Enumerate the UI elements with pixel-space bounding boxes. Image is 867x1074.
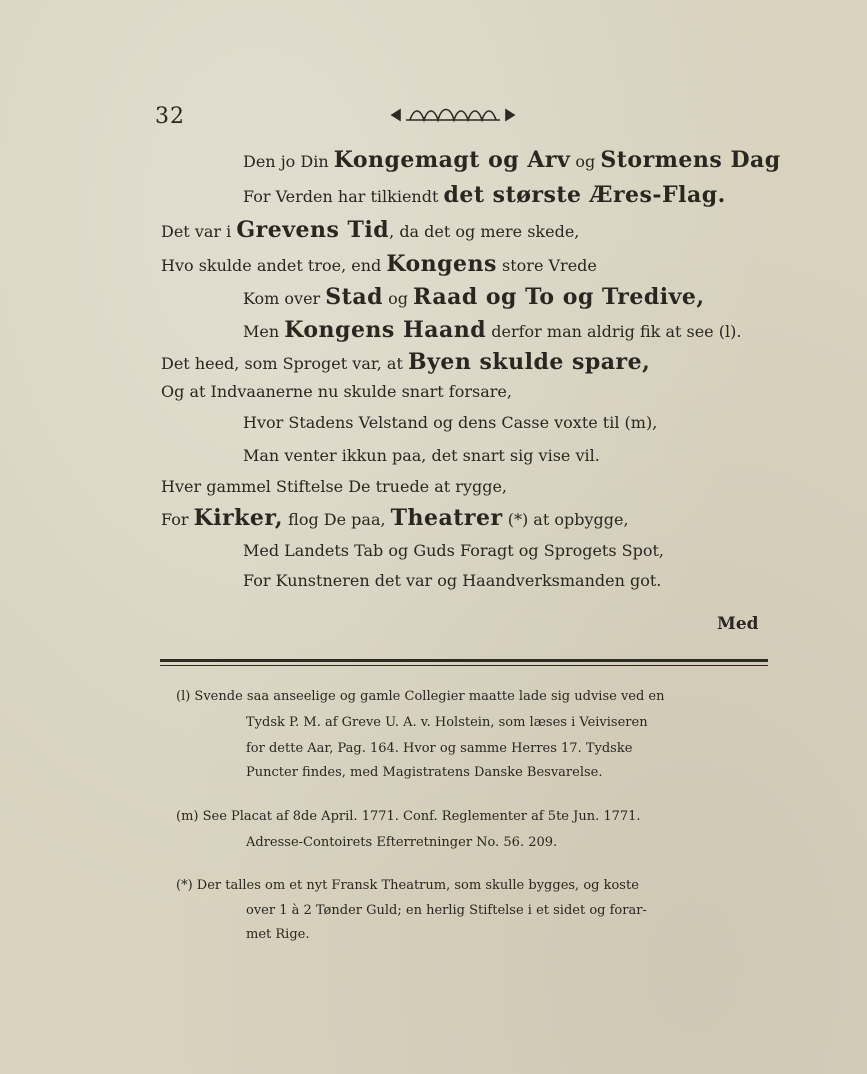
verse-line-11: Hver gammel Stiftelse De truede at rygge, (161, 477, 508, 496)
footnote-m-line-1: (m) See Placat af 8de April. 1771. Conf. Reglementer af 5te Jun. 1771. (176, 809, 641, 824)
footnote-star-line-2: over 1 à 2 Tønder Guld; en herlig Stiftelse i et sidet og forar- (246, 903, 647, 918)
verse-line-6: Men Kongens Haand derfor man aldrig fik at see (l). (243, 317, 742, 343)
footnote-rule-thick (160, 659, 768, 662)
footnote-m-line-2: Adresse-Contoirets Efterretninger No. 56. 209. (246, 835, 558, 850)
page-number: 32 (155, 104, 185, 129)
verse-line-1: Den jo Din Kongemagt og Arv og Stormens Dag (243, 147, 781, 173)
verse-line-10: Man venter ikkun paa, det snart sig vise vil. (243, 446, 600, 465)
catchword: Med (717, 614, 759, 634)
footnote-star-line-3: met Rige. (246, 927, 310, 942)
footnote-l-line-4: Puncter findes, med Magistratens Danske Besvarelse. (246, 765, 603, 780)
crown-ornament-icon (388, 104, 518, 126)
verse-line-5: Kom over Stad og Raad og To og Tredive, (243, 284, 705, 310)
footnote-l-line-2: Tydsk P. M. af Greve U. A. v. Holstein, som læses i Veiviseren (246, 715, 648, 730)
footnote-l-line-3: for dette Aar, Pag. 164. Hvor og samme Herres 17. Tydske (246, 741, 633, 756)
verse-line-7: Det heed, som Sproget var, at Byen skulde spare, (161, 349, 651, 375)
verse-line-8: Og at Indvaanerne nu skulde snart forsare, (161, 382, 512, 401)
footnote-star-line-1: (*) Der talles om et nyt Fransk Theatrum, som skulle bygges, og koste (176, 878, 639, 893)
verse-line-2: For Verden har tilkiendt det største Æres-Flag. (243, 182, 726, 208)
footnote-rule-thin (160, 665, 768, 666)
verse-line-3: Det var i Grevens Tid, da det og mere skede, (161, 217, 580, 243)
verse-line-13: Med Landets Tab og Guds Foragt og Sprogets Spot, (243, 541, 665, 560)
footnote-l-line-1: (l) Svende saa anseelige og gamle Collegier maatte lade sig udvise ved en (176, 689, 665, 704)
verse-line-14: For Kunstneren det var og Haandverksmanden got. (243, 571, 662, 590)
verse-line-9: Hvor Stadens Velstand og dens Casse voxte til (m), (243, 413, 658, 432)
verse-line-12: For Kirker, flog De paa, Theatrer (*) at opbygge, (161, 505, 629, 531)
verse-line-4: Hvo skulde andet troe, end Kongens store Vrede (161, 251, 597, 277)
